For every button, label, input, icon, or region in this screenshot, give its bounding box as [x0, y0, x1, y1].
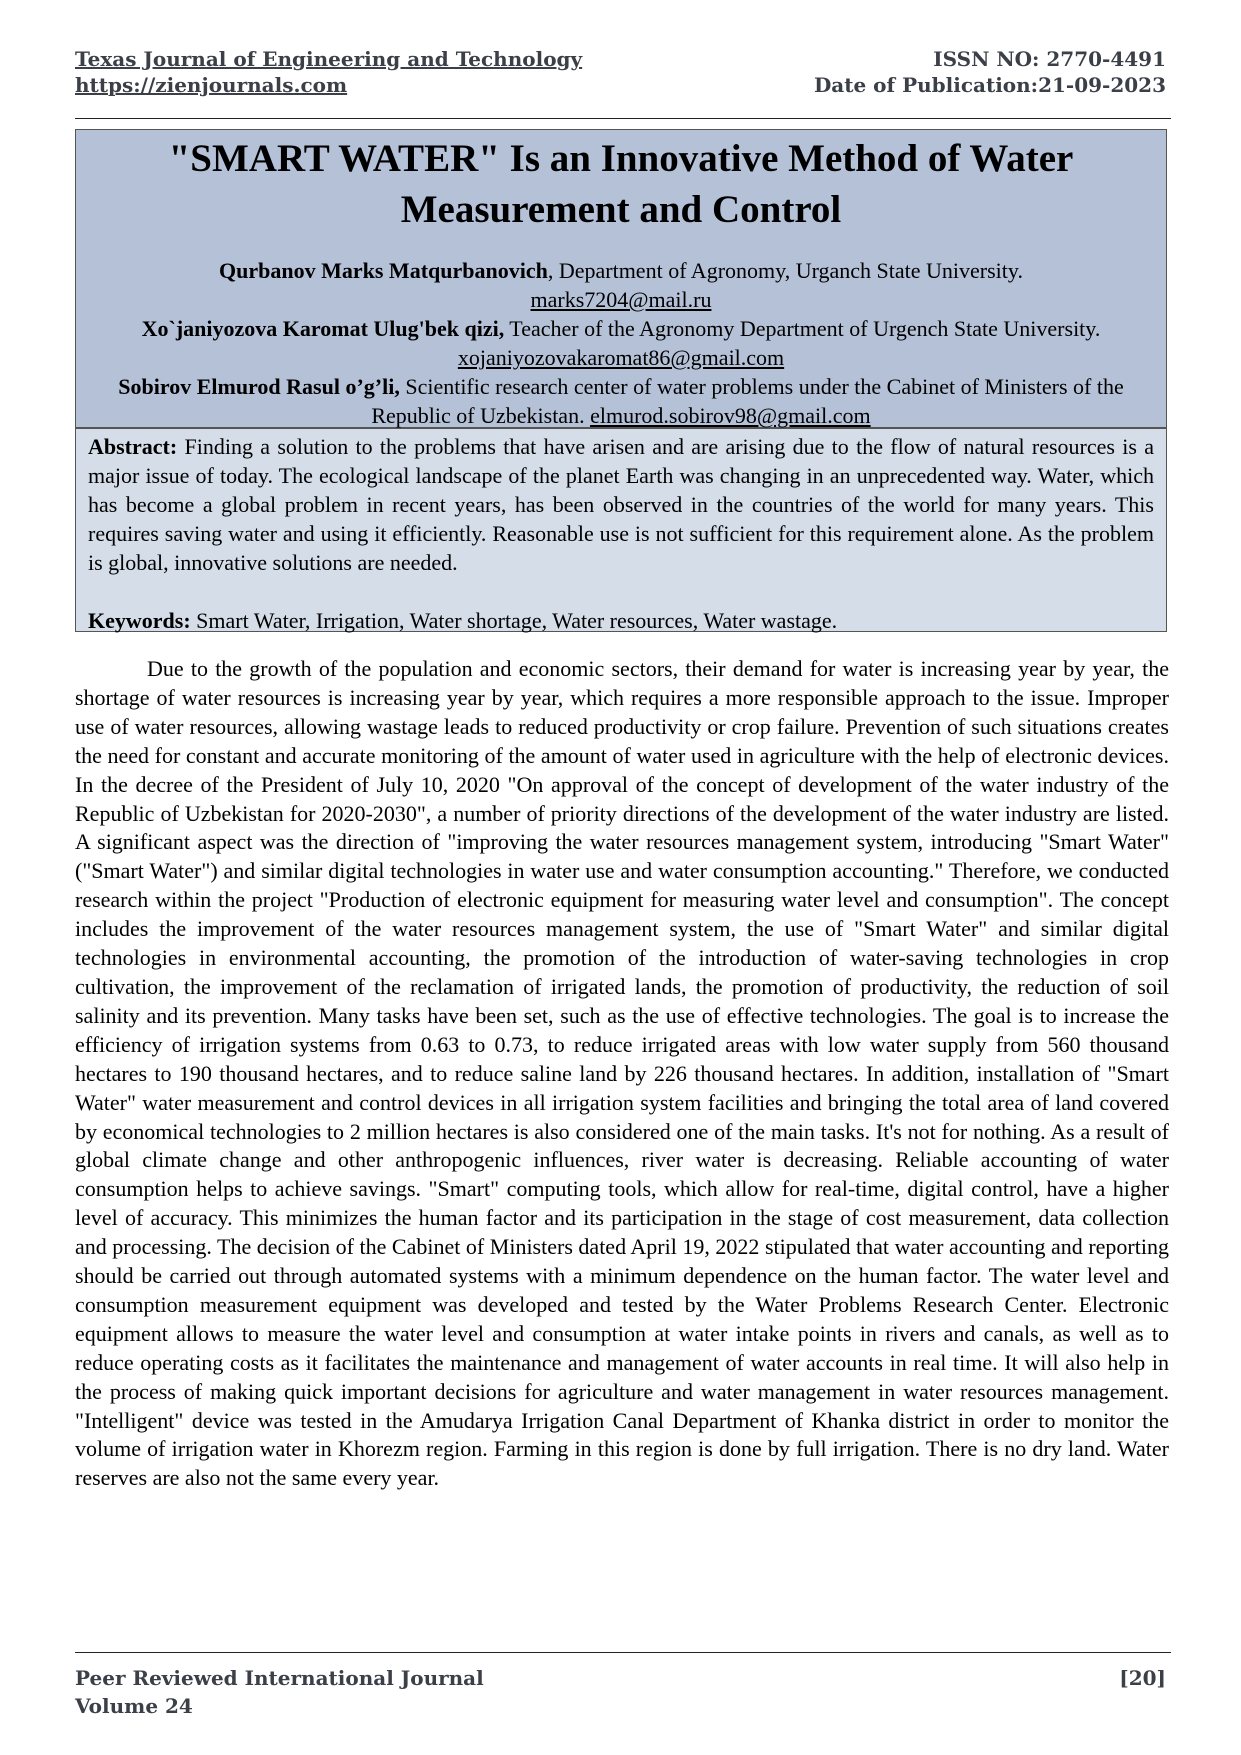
author-name: Xo`janiyozova Karomat Ulug'bek qizi,	[141, 316, 505, 341]
author-list	[76, 256, 1166, 430]
author-affiliation: Teacher of the Agronomy Department of Urgench State University.	[504, 316, 1101, 341]
author-affiliation: Scientific research center of water problems under the Cabinet of Ministers of the Republic of Uzbekistan.	[371, 374, 1124, 428]
keywords-paragraph	[88, 606, 1154, 635]
page-number: [20]	[1119, 1666, 1166, 1690]
author-entry	[76, 314, 1166, 372]
body-section	[75, 655, 1169, 1493]
author-email[interactable]: xojaniyozovakaromat86@gmail.com	[457, 345, 785, 370]
journal-type: Peer Reviewed International Journal	[75, 1666, 484, 1690]
footer-divider	[75, 1652, 1171, 1653]
issn-number: ISSN NO: 2770-4491	[933, 47, 1166, 71]
author-entry	[76, 256, 1166, 314]
paper-title: "SMART WATER" Is an Innovative Method of Water Measurement and Control	[168, 137, 1074, 231]
publication-date: Date of Publication:21-09-2023	[813, 73, 1166, 97]
volume-number: Volume 24	[75, 1694, 193, 1718]
keywords-label: Keywords:	[88, 608, 191, 633]
body-paragraph: Due to the growth of the population and economic sectors, their demand for water is increasing year by year, the shortage of water resources is increasing year by year, which requires a more responsible approach to the issue. Improper use of water resources, allowing wastage leads to reduced productivity or crop failure. Prevention of such situations creates the need for constant and accurate monitoring of the amount of water used in agriculture with the help of electronic devices. In the decree of the President of July 10, 2020 "On approval of the concept of development of the water industry of the Republic of Uzbekistan for 2020-2030", a number of priority directions of the development of the water industry are listed. A significant aspect was the direction of "improving the water resources management system, introducing "Smart Water" ("Smart Water") and similar digital technologies in water use and water consumption accounting." Therefore, we conducted research within the project "Production of electronic equipment for measuring water level and consumption". The concept includes the improvement of the water resources management system, the use of "Smart Water" and similar digital technologies in environmental accounting, the promotion of the introduction of water-saving technologies in crop cultivation, the improvement of the reclamation of irrigated lands, the promotion of productivity, the reduction of soil salinity and its prevention. Many tasks have been set, such as the use of effective technologies. The goal is to increase the efficiency of irrigation systems from 0.63 to 0.73, to reduce irrigated areas with low water supply from 560 thousand hectares to 190 thousand hectares, and to reduce saline land by 226 thousand hectares. In addition, installation of "Smart Water" water measurement and control devices in all irrigation system facilities and bringing the total area of land covered by economical technologies to 2 million hectares is also considered one of the main tasks. It's not for nothing. As a result of global climate change and other anthropogenic influences, river water is decreasing. Reliable accounting of water consumption helps to achieve savings. "Smart" computing tools, which allow for real-time, digital control, have a higher level of accuracy. This minimizes the human factor and its participation in the stage of cost measurement, data collection and processing. The decision of the Cabinet of Ministers dated April 19, 2022 stipulated that water accounting and reporting should be carried out through automated systems with a minimum dependence on the human factor. The water level and consumption measurement equipment was developed and tested by the Water Problems Research Center. Electronic equipment allows to measure the water level and consumption at water intake points in rivers and canals, as well as to reduce operating costs as it facilitates the maintenance and management of water accounts in real time. It will also help in the process of making quick important decisions for agriculture and water management in water resources management. "Intelligent" device was tested in the Amudarya Irrigation Canal Department of Khanka district in order to monitor the volume of irrigation water in Khorezm region. Farming in this region is done by full irrigation. There is no dry land. Water reserves are also not the same every year.	[75, 656, 1169, 1491]
abstract-label: Abstract:	[88, 434, 178, 459]
title-block	[75, 129, 1167, 428]
author-email[interactable]: marks7204@mail.ru	[530, 287, 712, 312]
abstract-text: Finding a solution to the problems that have arisen and are arising due to the flow of natural resources is a major issue of today. The ecological landscape of the planet Earth was changing in an unprecedented way. Water, which has become a global problem in recent years, has been observed in the countries of the world for many years. This requires saving water and using it efficiently. Reasonable use is not sufficient for this requirement alone. As the problem is global, innovative solutions are needed.	[88, 434, 1154, 575]
author-name: Sobirov Elmurod Rasul o’g’li,	[118, 374, 400, 399]
header-divider	[75, 118, 1171, 119]
keywords-text: Smart Water, Irrigation, Water shortage, Water resources, Water wastage.	[190, 608, 838, 633]
author-entry	[76, 372, 1166, 430]
abstract-block	[75, 428, 1167, 632]
author-name: Qurbanov Marks Matqurbanovich	[219, 258, 548, 283]
journal-name: Texas Journal of Engineering and Technology	[75, 47, 583, 71]
journal-website-link[interactable]: https://zienjournals.com	[75, 73, 348, 97]
abstract-paragraph	[88, 432, 1154, 577]
author-affiliation: , Department of Agronomy, Urganch State University.	[547, 258, 1023, 283]
author-email[interactable]: elmurod.sobirov98@gmail.com	[590, 403, 871, 428]
